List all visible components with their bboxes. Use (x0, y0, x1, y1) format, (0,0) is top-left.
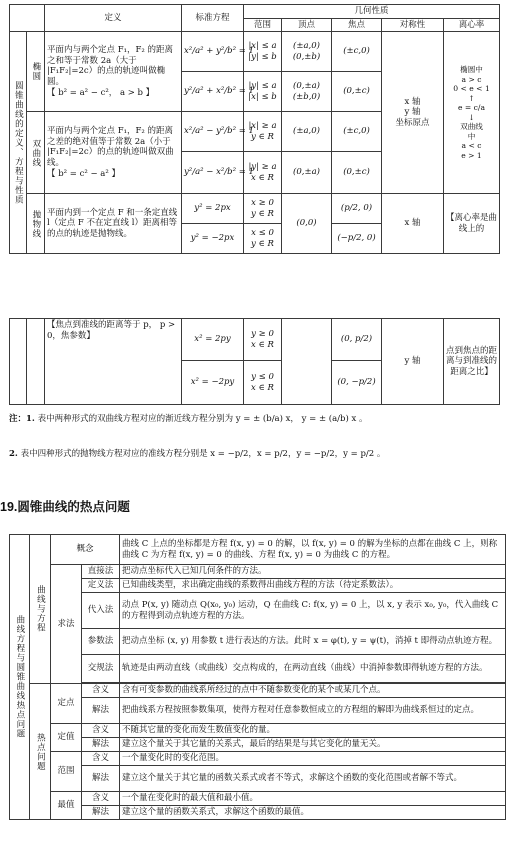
ellipse-range-x: |x| ≤ a |y| ≤ b (244, 32, 282, 72)
topic-name: 定点 (51, 684, 82, 724)
hyperbola-label: 双曲线 (27, 112, 45, 194)
method-text: 轨迹是由两动直线（或曲线）交点构成的，在两动直线（曲线）中消掉参数即得轨迹方程的方法。 (120, 655, 506, 683)
method-name: 定义法 (82, 579, 120, 593)
parabola-focus-down: (0, −p/2) (332, 361, 382, 405)
header-eccentricity: 离心率 (444, 18, 500, 32)
hyperbola-range-y: |y| ≥ a x ∈ R (244, 152, 282, 194)
topic-row-value: 一个量在变化时的最大值和最小值。 (120, 792, 506, 806)
header-standard-equation: 标准方程 (182, 5, 244, 32)
ellipse-label: 椭圆 (27, 32, 45, 112)
hyperbola-vertex-y: (0,±a) (282, 152, 332, 194)
topic-row-key: 解法 (82, 698, 120, 724)
ellipse-focus-x: (±c,0) (332, 32, 382, 72)
topic-row-value: 建立这个量关于其它量的函数关系式或者不等式，求解这个函数的变化范围或者解不等式。 (120, 766, 506, 792)
cont-side-cell (10, 319, 27, 405)
parabola-focal-parameter-note: 【焦点到准线的距离等于 p， p > 0，焦参数】 (45, 319, 182, 405)
parabola-range-right: x ≥ 0 y ∈ R (244, 194, 282, 224)
conic-properties-table-block (9, 4, 500, 254)
hyperbola-range-x: |x| ≥ a y ∈ R (244, 112, 282, 152)
parabola-symmetry-x: x 轴 (382, 194, 444, 254)
parabola-focus-up: (0, p/2) (332, 319, 382, 361)
header-vertex: 顶点 (282, 18, 332, 32)
parabola-focus-left: (−p/2, 0) (332, 224, 382, 254)
parabola-continuation-table (9, 318, 500, 405)
parabola-eccentricity-note: 【离心率是曲线上的 (444, 194, 500, 254)
parabola-definition: 平面内到一个定点 F 和一条定直线 l（定点 F 不在定直线 l）距离相等的点的轨迹是抛物线。 (45, 194, 182, 254)
header-definition: 定义 (45, 5, 182, 32)
eccentricity-cell: 椭圆中 a > c 0 < e < 1 ↑ e = c/a ↓ 双曲线 中 a < c e > 1 (444, 32, 500, 194)
parabola-symmetry-y: y 轴 (382, 319, 444, 405)
side-title-conic-properties: 圆锥曲线的定义、方程与性质 (10, 32, 27, 254)
hyperbola-vertex-x: (±a,0) (282, 112, 332, 152)
concept-label: 概念 (51, 535, 120, 565)
ellipse-range-y: |y| ≤ a |x| ≤ b (244, 72, 282, 112)
hyperbola-focus-y: (0,±c) (332, 152, 382, 194)
topic-row-value: 建立这个量关于其它量的关系式，最后的结果是与其它变化的量无关。 (120, 738, 506, 752)
header-range: 范围 (244, 18, 282, 32)
topic-row-key: 含义 (82, 752, 120, 766)
topic-row-value: 建立这个量的函数关系式，求解这个函数的最值。 (120, 806, 506, 820)
ellipse-equation-y: y²/a² + x²/b² = 1 (182, 72, 244, 112)
parabola-vertex-cont (282, 319, 332, 405)
section-title: 19.圆锥曲线的热点问题 (0, 500, 130, 514)
ellipse-focus-y: (0,±c) (332, 72, 382, 112)
note-1 (9, 412, 504, 424)
note-2 (9, 447, 504, 459)
topic-row-value: 含有可变参数的曲线系所经过的点中不随参数变化的某个或某几个点。 (120, 684, 506, 698)
parabola-focus-right: (p/2, 0) (332, 194, 382, 224)
method-text: 动点 P(x, y) 随动点 Q(x₀, y₀) 运动，Q 在曲线 C: f(x, y) = 0 上，以 x, y 表示 x₀, y₀，代入曲线 C 的方程得到动点轨迹方程的方法。 (120, 593, 506, 629)
method-name: 代入法 (82, 593, 120, 629)
find-methods-label: 求法 (51, 565, 82, 684)
hyperbola-equation-y: y²/a² − x²/b² = 1 (182, 152, 244, 194)
group-hot-topics: 热点问题 (30, 684, 51, 820)
note-1-label: 注：1. (9, 414, 35, 424)
ellipse-equation-x: x²/a² + y²/b² = 1 (182, 32, 244, 72)
hot-topics-table (9, 534, 506, 820)
topic-row-key: 含义 (82, 724, 120, 738)
parabola-eccentricity-cont: 点到焦点的距离与到准线的距离之比】 (444, 319, 500, 405)
parabola-range-up: y ≥ 0 x ∈ R (244, 319, 282, 361)
topic-row-key: 解法 (82, 806, 120, 820)
parabola-equation-up: x² = 2py (182, 319, 244, 361)
hyperbola-equation-x: x²/a² − y²/b² = 1 (182, 112, 244, 152)
method-text: 把动点坐标 (x, y) 用参数 t 进行表达的方法。此时 x = φ(t), y = ψ(t)，消掉 t 即得动点轨迹方程。 (120, 629, 506, 655)
method-text: 把动点坐标代入已知几何条件的方法。 (120, 565, 506, 579)
parabola-equation-down: x² = −2py (182, 361, 244, 405)
method-name: 直接法 (82, 565, 120, 579)
topic-name: 最值 (51, 792, 82, 820)
topic-row-key: 含义 (82, 684, 120, 698)
parabola-range-down: y ≤ 0 x ∈ R (244, 361, 282, 405)
symmetry-center-cell: x 轴 y 轴 坐标原点 (382, 32, 444, 194)
topic-name: 定值 (51, 724, 82, 752)
ellipse-definition: 平面内与两个定点 F₁，F₂ 的距离之和等于常数 2a（大于 |F₁F₂|=2c）的点的轨迹叫做椭圆。 【 b² = a² − c²， a > b 】 (45, 32, 182, 112)
header-geometric-properties: 几何性质 (244, 5, 500, 19)
side-title-hot-topics: 曲线方程与圆锥曲线热点问题 (10, 535, 30, 820)
hyperbola-definition: 平面内与两个定点 F₁，F₂ 的距离之差的绝对值等于常数 2a（小于 |F₁F₂|=2c）的点的轨迹叫做双曲线。 【 b² = c² − a² 】 (45, 112, 182, 194)
topic-row-key: 含义 (82, 792, 120, 806)
corner-cell (10, 5, 45, 32)
topic-row-value: 不随其它量的变化而发生数值变化的量。 (120, 724, 506, 738)
ellipse-vertex-x: (±a,0) (0,±b) (282, 32, 332, 72)
topic-row-value: 一个量变化时的变化范围。 (120, 752, 506, 766)
topic-row-value: 把曲线系方程按照参数集项，使得方程对任意参数恒成立的方程组的解即为曲线系恒过的定点。 (120, 698, 506, 724)
conic-properties-table (9, 4, 500, 254)
parabola-continuation-block (9, 318, 500, 405)
note-2-text: 表中四种形式的抛物线方程对应的准线方程分别是 x = −p/2，x = p/2，y = −p/2，y = p/2 。 (20, 449, 386, 459)
parabola-label: 抛物线 (27, 194, 45, 254)
group-curve-equation: 曲线与方程 (30, 535, 51, 684)
header-focus: 焦点 (332, 18, 382, 32)
concept-text: 曲线 C 上点的坐标都是方程 f(x, y) = 0 的解，以 f(x, y) = 0 的解为坐标的点都在曲线 C 上，则称曲线 C 为方程 f(x, y) = 0 的曲线、方程 f(x, y) = 0 为曲线 C 的方程。 (120, 535, 506, 565)
parabola-vertex: (0,0) (282, 194, 332, 254)
header-symmetry: 对称性 (382, 18, 444, 32)
parabola-equation-right: y² = 2px (182, 194, 244, 224)
note-2-label: 2. (9, 449, 18, 459)
ellipse-vertex-y: (0,±a) (±b,0) (282, 72, 332, 112)
topic-row-key: 解法 (82, 738, 120, 752)
parabola-equation-left: y² = −2px (182, 224, 244, 254)
cont-label-cell (27, 319, 45, 405)
method-text: 已知曲线类型，求出确定曲线的系数得出曲线方程的方法（待定系数法）。 (120, 579, 506, 593)
hot-topics-table-block (9, 534, 506, 820)
method-name: 交规法 (82, 655, 120, 683)
topic-name: 范围 (51, 752, 82, 792)
hyperbola-focus-x: (±c,0) (332, 112, 382, 152)
note-1-text: 表中两种形式的双曲线方程对应的渐近线方程分别为 y = ± (b/a) x， y = ± (a/b) x 。 (37, 414, 368, 424)
topic-row-key: 解法 (82, 766, 120, 792)
method-name: 参数法 (82, 629, 120, 655)
parabola-range-left: x ≤ 0 y ∈ R (244, 224, 282, 254)
